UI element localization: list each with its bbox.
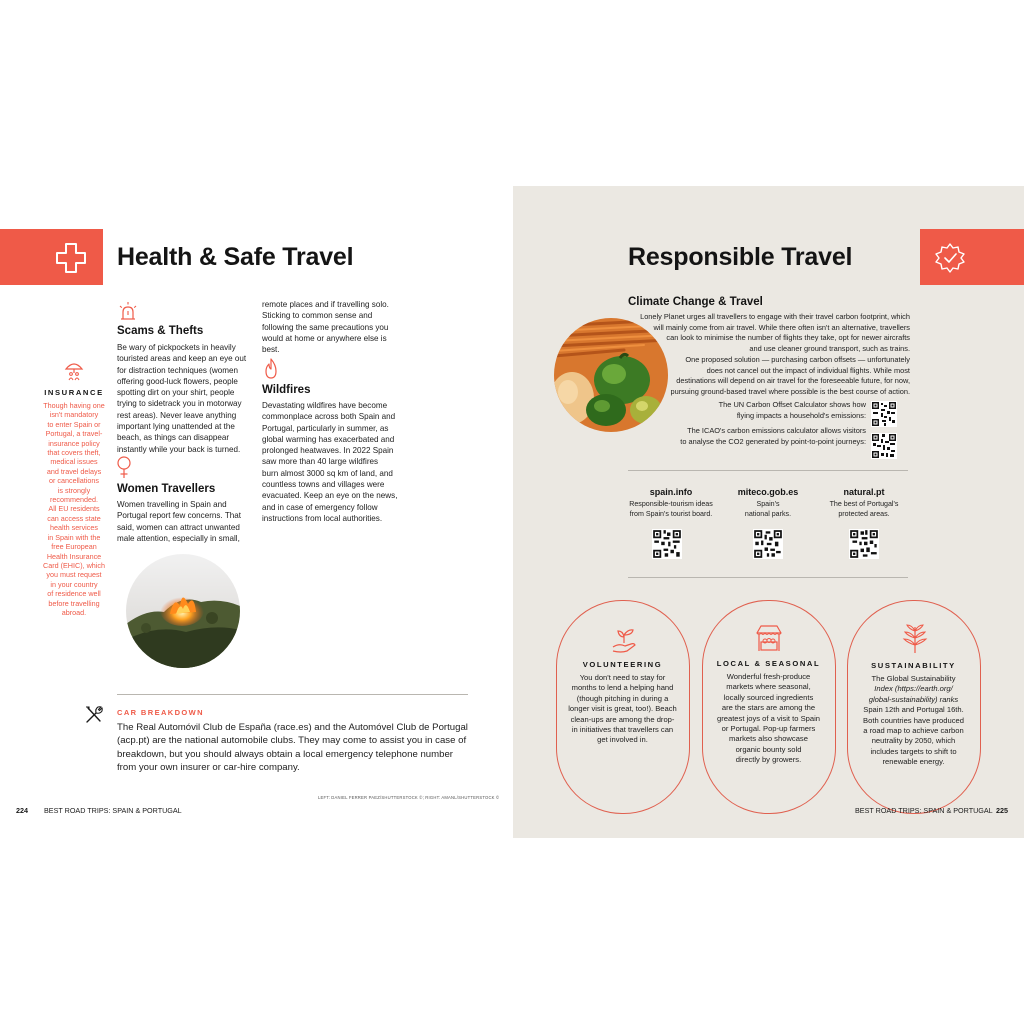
women-heading: Women Travellers: [117, 483, 216, 495]
qr-code-un-calculator[interactable]: [871, 401, 897, 427]
wrench-screwdriver-icon: [84, 705, 104, 725]
climate-paragraph-2: One proposed solution — purchasing carbon offsets — unfortunately does not cancel out the impact of individual flights. While most destinations will depend on air travel for the foreseeable future, for now, pursuing ground-based travel where possible is the best course of action.: [670, 355, 910, 396]
women-text-continued: remote places and if travelling solo. Sticking to common sense and following the same precautions you would at home or anywhere else is best.: [262, 300, 389, 355]
local-seasonal-text: Wonderful fresh-produce markets where seasonal, locally sourced ingredients are the stars are among the greatest joys of a visit to Spain or Portugal. Pop-up farmers markets also showcase organic bounty sold directly by growers.: [717, 672, 820, 765]
link-spain-info[interactable]: [616, 487, 726, 519]
folio-title-right: BEST ROAD TRIPS: SPAIN & PORTUGAL: [855, 806, 993, 815]
climate-paragraph-1: Lonely Planet urges all travellers to engage with their travel carbon footprint, which will mainly come from air travel. While there often isn't an alternative, travellers can look to minimise the number of flights they take, opt for newer aircrafts and use cleaner ground transport, such as trains.: [640, 312, 910, 353]
hand-plant-icon: [609, 625, 639, 655]
sustainability-card: [847, 600, 981, 814]
links-bottom-divider: [628, 577, 908, 578]
climate-heading: Climate Change & Travel: [628, 296, 763, 308]
link-site: miteco.gob.es: [737, 487, 799, 497]
medical-cross-icon: [54, 241, 88, 275]
volunteering-text: You don't need to stay for months to lend a helping hand (though pitching in during a longer visit is great, too!). Beach clean-ups are among the drop- in initiatives that travellers can get involved in.: [568, 673, 677, 745]
links-top-divider: [628, 470, 908, 471]
responsible-title: Responsible Travel: [628, 243, 853, 271]
health-header-band: [0, 229, 103, 285]
insurance-heading: INSURANCE: [44, 388, 104, 397]
folio-number-left: 224: [16, 806, 28, 815]
health-title: Health & Safe Travel: [117, 243, 354, 271]
badge-check-icon: [934, 242, 966, 274]
umbrella-family-icon: [64, 360, 84, 382]
market-stall-icon: [753, 623, 785, 655]
qr-code-miteco[interactable]: [753, 529, 783, 559]
link-site: spain.info: [649, 487, 693, 497]
car-breakdown-divider: [117, 694, 468, 695]
climate-paragraph-3: The UN Carbon Offset Calculator shows how flying impacts a household's emissions:: [718, 400, 866, 420]
volunteering-card: [556, 600, 690, 814]
women-text: Women travelling in Spain and Portugal report few concerns. That said, women can attract unwanted male attention, especially in small,: [117, 500, 242, 543]
alarm-light-icon: [117, 301, 139, 323]
responsible-header-band: [920, 229, 1024, 285]
scams-text: Be wary of pickpockets in heavily touristed areas and keep an eye out for distraction techniques (women offering good-luck flowers, people spotting dirt on your shirt, people trying to sidetrack you in motorway rest areas). Never leave anything important lying unattended at the beach, as things can disappear instantly while your back is turned.: [117, 343, 247, 454]
female-symbol-icon: [116, 456, 132, 480]
folio-title-left: BEST ROAD TRIPS: SPAIN & PORTUGAL: [44, 806, 182, 815]
local-seasonal-card: [702, 600, 836, 814]
qr-code-natural-pt[interactable]: [849, 529, 879, 559]
car-breakdown-text: The Real Automóvil Club de España (race.es) and the Automóvel Club de Portugal (acp.pt) are the national automobile clubs. They may come to assist you in case of breakdown, but you should always obtain a local emergency telephone number from your own insurer or car-hire company.: [117, 722, 468, 773]
volunteering-heading: VOLUNTEERING: [582, 660, 663, 669]
scams-heading: Scams & Thefts: [117, 325, 204, 337]
qr-code-icao-calculator[interactable]: [871, 433, 897, 459]
link-desc: Responsible-tourism ideas from Spain's tourist board.: [629, 500, 713, 518]
wildfire-photo: [126, 554, 240, 668]
link-site: natural.pt: [843, 487, 885, 497]
link-desc: Spain's national parks.: [744, 500, 792, 518]
link-desc: The best of Portugal's protected areas.: [829, 500, 899, 518]
folio-number-right: 225: [996, 806, 1008, 815]
flame-icon: [262, 358, 280, 380]
wildfires-heading: Wildfires: [262, 384, 311, 396]
qr-code-spain-info[interactable]: [652, 529, 682, 559]
sustainability-heading: SUSTAINABILITY: [871, 661, 956, 670]
local-seasonal-heading: LOCAL & SEASONAL: [716, 659, 821, 668]
link-natural-pt[interactable]: [809, 487, 919, 519]
car-breakdown-heading: CAR BREAKDOWN: [117, 708, 204, 717]
photo-credit: LEFT: DANIEL FERRER PAEZ/SHUTTERSTOCK ©; RIGHT: AMANL/SHUTTERSTOCK ©: [318, 795, 500, 800]
wildfires-text: Devastating wildfires have become commonplace across both Spain and Portugal, particularly in summer, as global warming has exacerbated and prolonged heatwaves. In 2022 Spain saw more than 40 large wildfires burn almost 3000 sq km of land, and countless towns and villages were evacuated. Keep an eye on the news, and in case of emergency follow instructions from local authorities.: [262, 401, 398, 523]
link-miteco[interactable]: [713, 487, 823, 519]
climate-paragraph-4: The ICAO's carbon emissions calculator allows visitors to analyse the CO2 generated by point-to-point journeys:: [680, 426, 866, 446]
sustainability-text: The Global Sustainability Index (https://earth.org/ global-sustainability) ranks Spain 12th and Portugal 16th. Both countries have produced a road map to achieve carbon neutrality by 2050, which includes targets to shift to renewable energy.: [863, 674, 964, 767]
leaf-branch-icon: [900, 623, 930, 655]
insurance-text: Though having one isn't mandatory to enter Spain or Portugal, a travel- insurance policy that covers theft, medical issues and travel delays or cancellations is strongly recommended. All EU residents can access state health services in Spain with the free European Health Insurance Card (EHIC), which you must request in your country of residence well before travelling abroad.: [43, 401, 105, 617]
